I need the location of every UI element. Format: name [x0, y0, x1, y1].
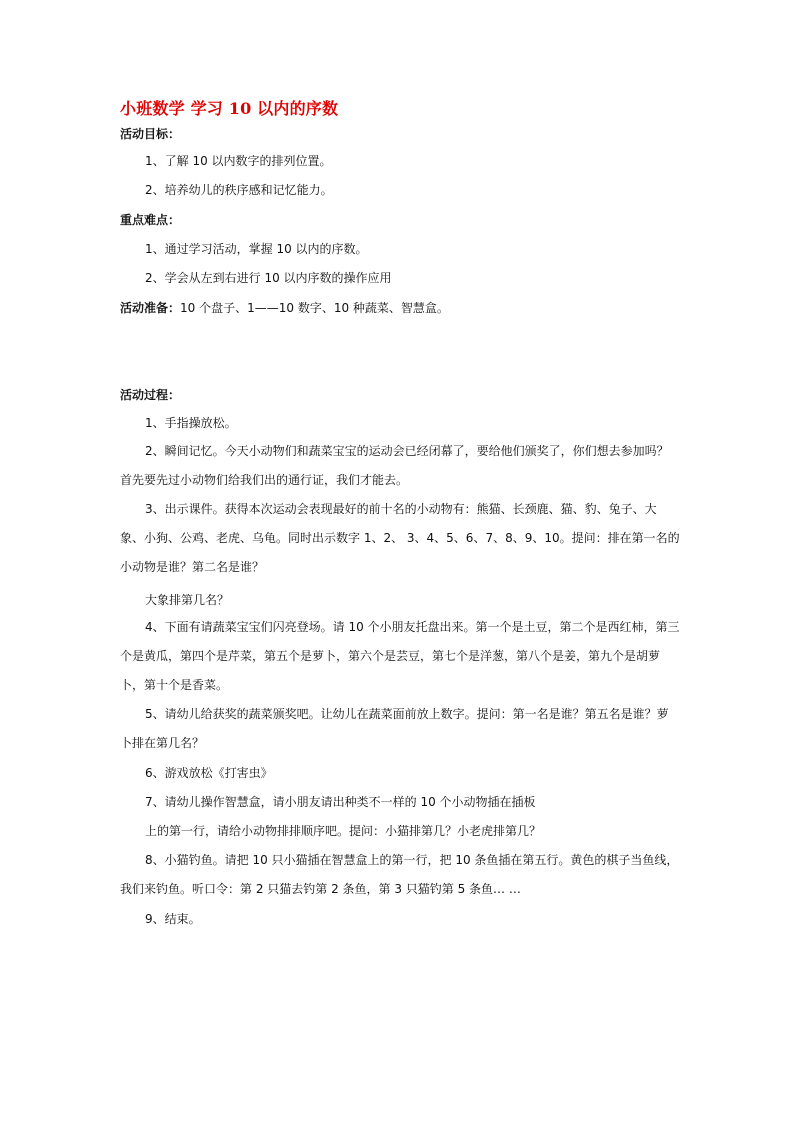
process-step-7-continued: 上的第一行，请给小动物排排顺序吧。提问：小猫排第几？小老虎排第几？ [145, 824, 542, 838]
key-point-item-1: 1、通过学习活动，掌握 10 以内的序数。 [145, 242, 368, 256]
process-step-6: 6、游戏放松《打害虫》 [145, 766, 273, 780]
process-step-9: 9、结束。 [145, 912, 201, 926]
goal-item-2: 2、培养幼儿的秩序感和记忆能力。 [145, 183, 333, 197]
process-step-7: 7、请幼儿操作智慧盒，请小朋友请出种类不一样的 10 个小动物插在插板 [145, 795, 536, 809]
process-step-8: 8、小猫钓鱼。请把 10 只小猫插在智慧盒上的第一行，把 10 条鱼插在第五行。黄色的棋子当鱼线，我们来钓鱼。听口令：第 2 只猫去钓第 2 条鱼，第 3 只猫钓第 5 条鱼… … [120, 853, 679, 896]
process-step-3: 3、出示课件。获得本次运动会表现最好的前十名的小动物有：熊猫、长颈鹿、猫、豹、兔子、大象、小狗、公鸡、老虎、乌龟。同时出示数字 1、2、 3、4、5、6、7、8、9、10。提问：排在第一名的小动物是谁？第二名是谁？ [120, 502, 680, 574]
process-heading: 活动过程： [120, 388, 181, 402]
process-step-2: 2、瞬间记忆。今天小动物们和蔬菜宝宝的运动会已经闭幕了，要给他们颁奖了，你们想去参加吗？首先要先过小动物们给我们出的通行证，我们才能去。 [120, 444, 669, 487]
preparation-line [120, 299, 449, 316]
key-points-heading: 重点难点： [120, 213, 181, 227]
goal-item-1: 1、了解 10 以内数字的排列位置。 [145, 154, 332, 168]
preparation-text: 10 个盘子、1——10 数字、10 种蔬菜、智慧盒。 [180, 301, 449, 315]
process-step-3-followup: 大象排第几名？ [145, 593, 230, 607]
preparation-label: 活动准备： [120, 301, 181, 315]
key-point-item-2: 2、学会从左到右进行 10 以内序数的操作应用 [145, 271, 392, 285]
process-step-5: 5、请幼儿给获奖的蔬菜颁奖吧。让幼儿在蔬菜面前放上数字。提问：第一名是谁？第五名是谁？萝卜排在第几名？ [120, 707, 669, 750]
process-step-1: 1、手指操放松。 [145, 416, 237, 430]
document-title: 小班数学 学习 10 以内的序数 [120, 99, 339, 118]
goals-heading: 活动目标： [120, 127, 181, 141]
process-step-4: 4、下面有请蔬菜宝宝们闪亮登场。请 10 个小朋友托盘出来。第一个是土豆，第二个是西红柿，第三个是黄瓜，第四个是芹菜，第五个是萝卜，第六个是芸豆，第七个是洋葱，第八个是姜，第九个是胡萝卜，第十个是香菜。 [120, 620, 680, 692]
